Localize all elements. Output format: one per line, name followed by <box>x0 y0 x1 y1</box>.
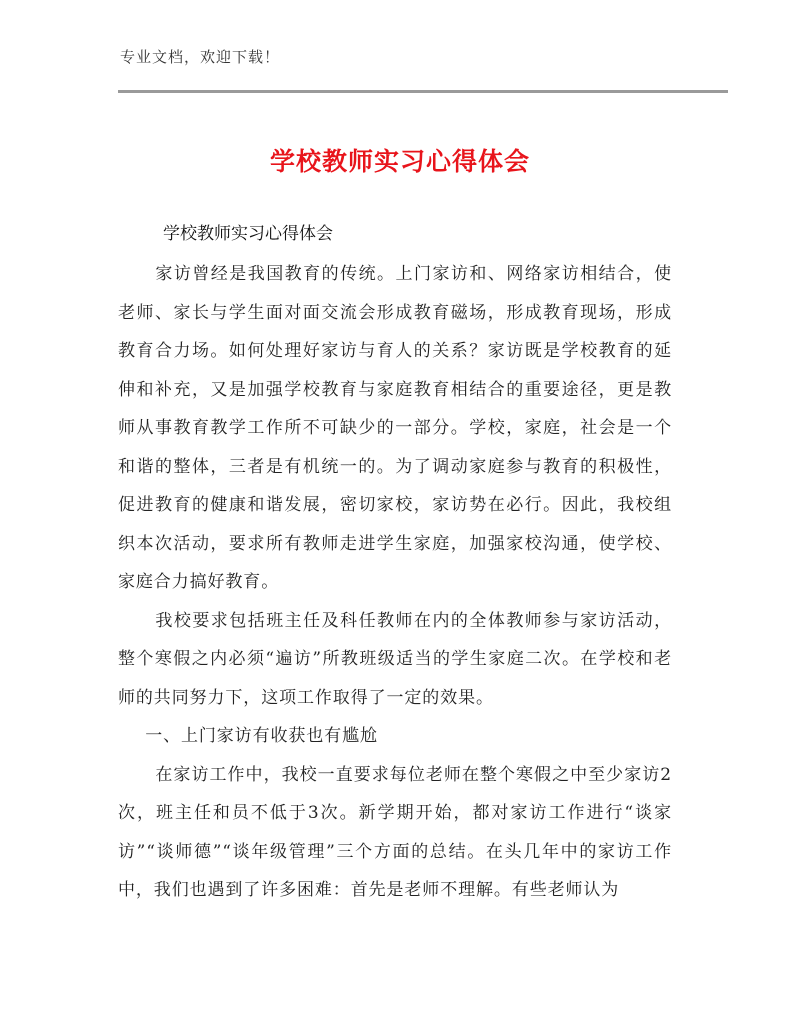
paragraph: 在家访工作中，我校一直要求每位老师在整个寒假之中至少家访2次，班主任和员不低于3次。新学期开始，都对家访工作进行“谈家访”“谈师德”“谈年级管理”三个方面的总结。在头几年中的家访工作中，我们也遇到了许多困难：首先是老师不理解。有些老师认为 <box>118 764 672 900</box>
document-subtitle: 学校教师实习心得体会 <box>163 224 333 244</box>
document-body <box>118 255 672 910</box>
section-heading: 一、上门家访有收获也有尴尬 <box>145 726 378 746</box>
paragraph: 家访曾经是我国教育的传统。上门家访和、网络家访相结合，使老师、家长与学生面对面交流会形成教育磁场，形成教育现场，形成教育合力场。如何处理好家访与育人的关系？家访既是学校教育的延伸和补充，又是加强学校教育与家庭教育相结合的重要途径，更是教师从事教育教学工作所不可缺少的一部分。学校，家庭，社会是一个和谐的整体，三者是有机统一的。为了调动家庭参与教育的积极性，促进教育的健康和谐发展，密切家校，家访势在必行。因此，我校组织本次活动，要求所有教师走进学生家庭，加强家校沟通，使学校、家庭合力搞好教育。 <box>118 264 672 592</box>
header-note: 专业文档，欢迎下载！ <box>120 48 281 66</box>
header-divider <box>118 90 728 93</box>
document-title: 学校教师实习心得体会 <box>269 147 530 176</box>
paragraph: 我校要求包括班主任及科任教师在内的全体教师参与家访活动，整个寒假之内必须“遍访”所教班级适当的学生家庭二次。在学校和老师的共同努力下，这项工作取得了一定的效果。 <box>118 610 672 708</box>
